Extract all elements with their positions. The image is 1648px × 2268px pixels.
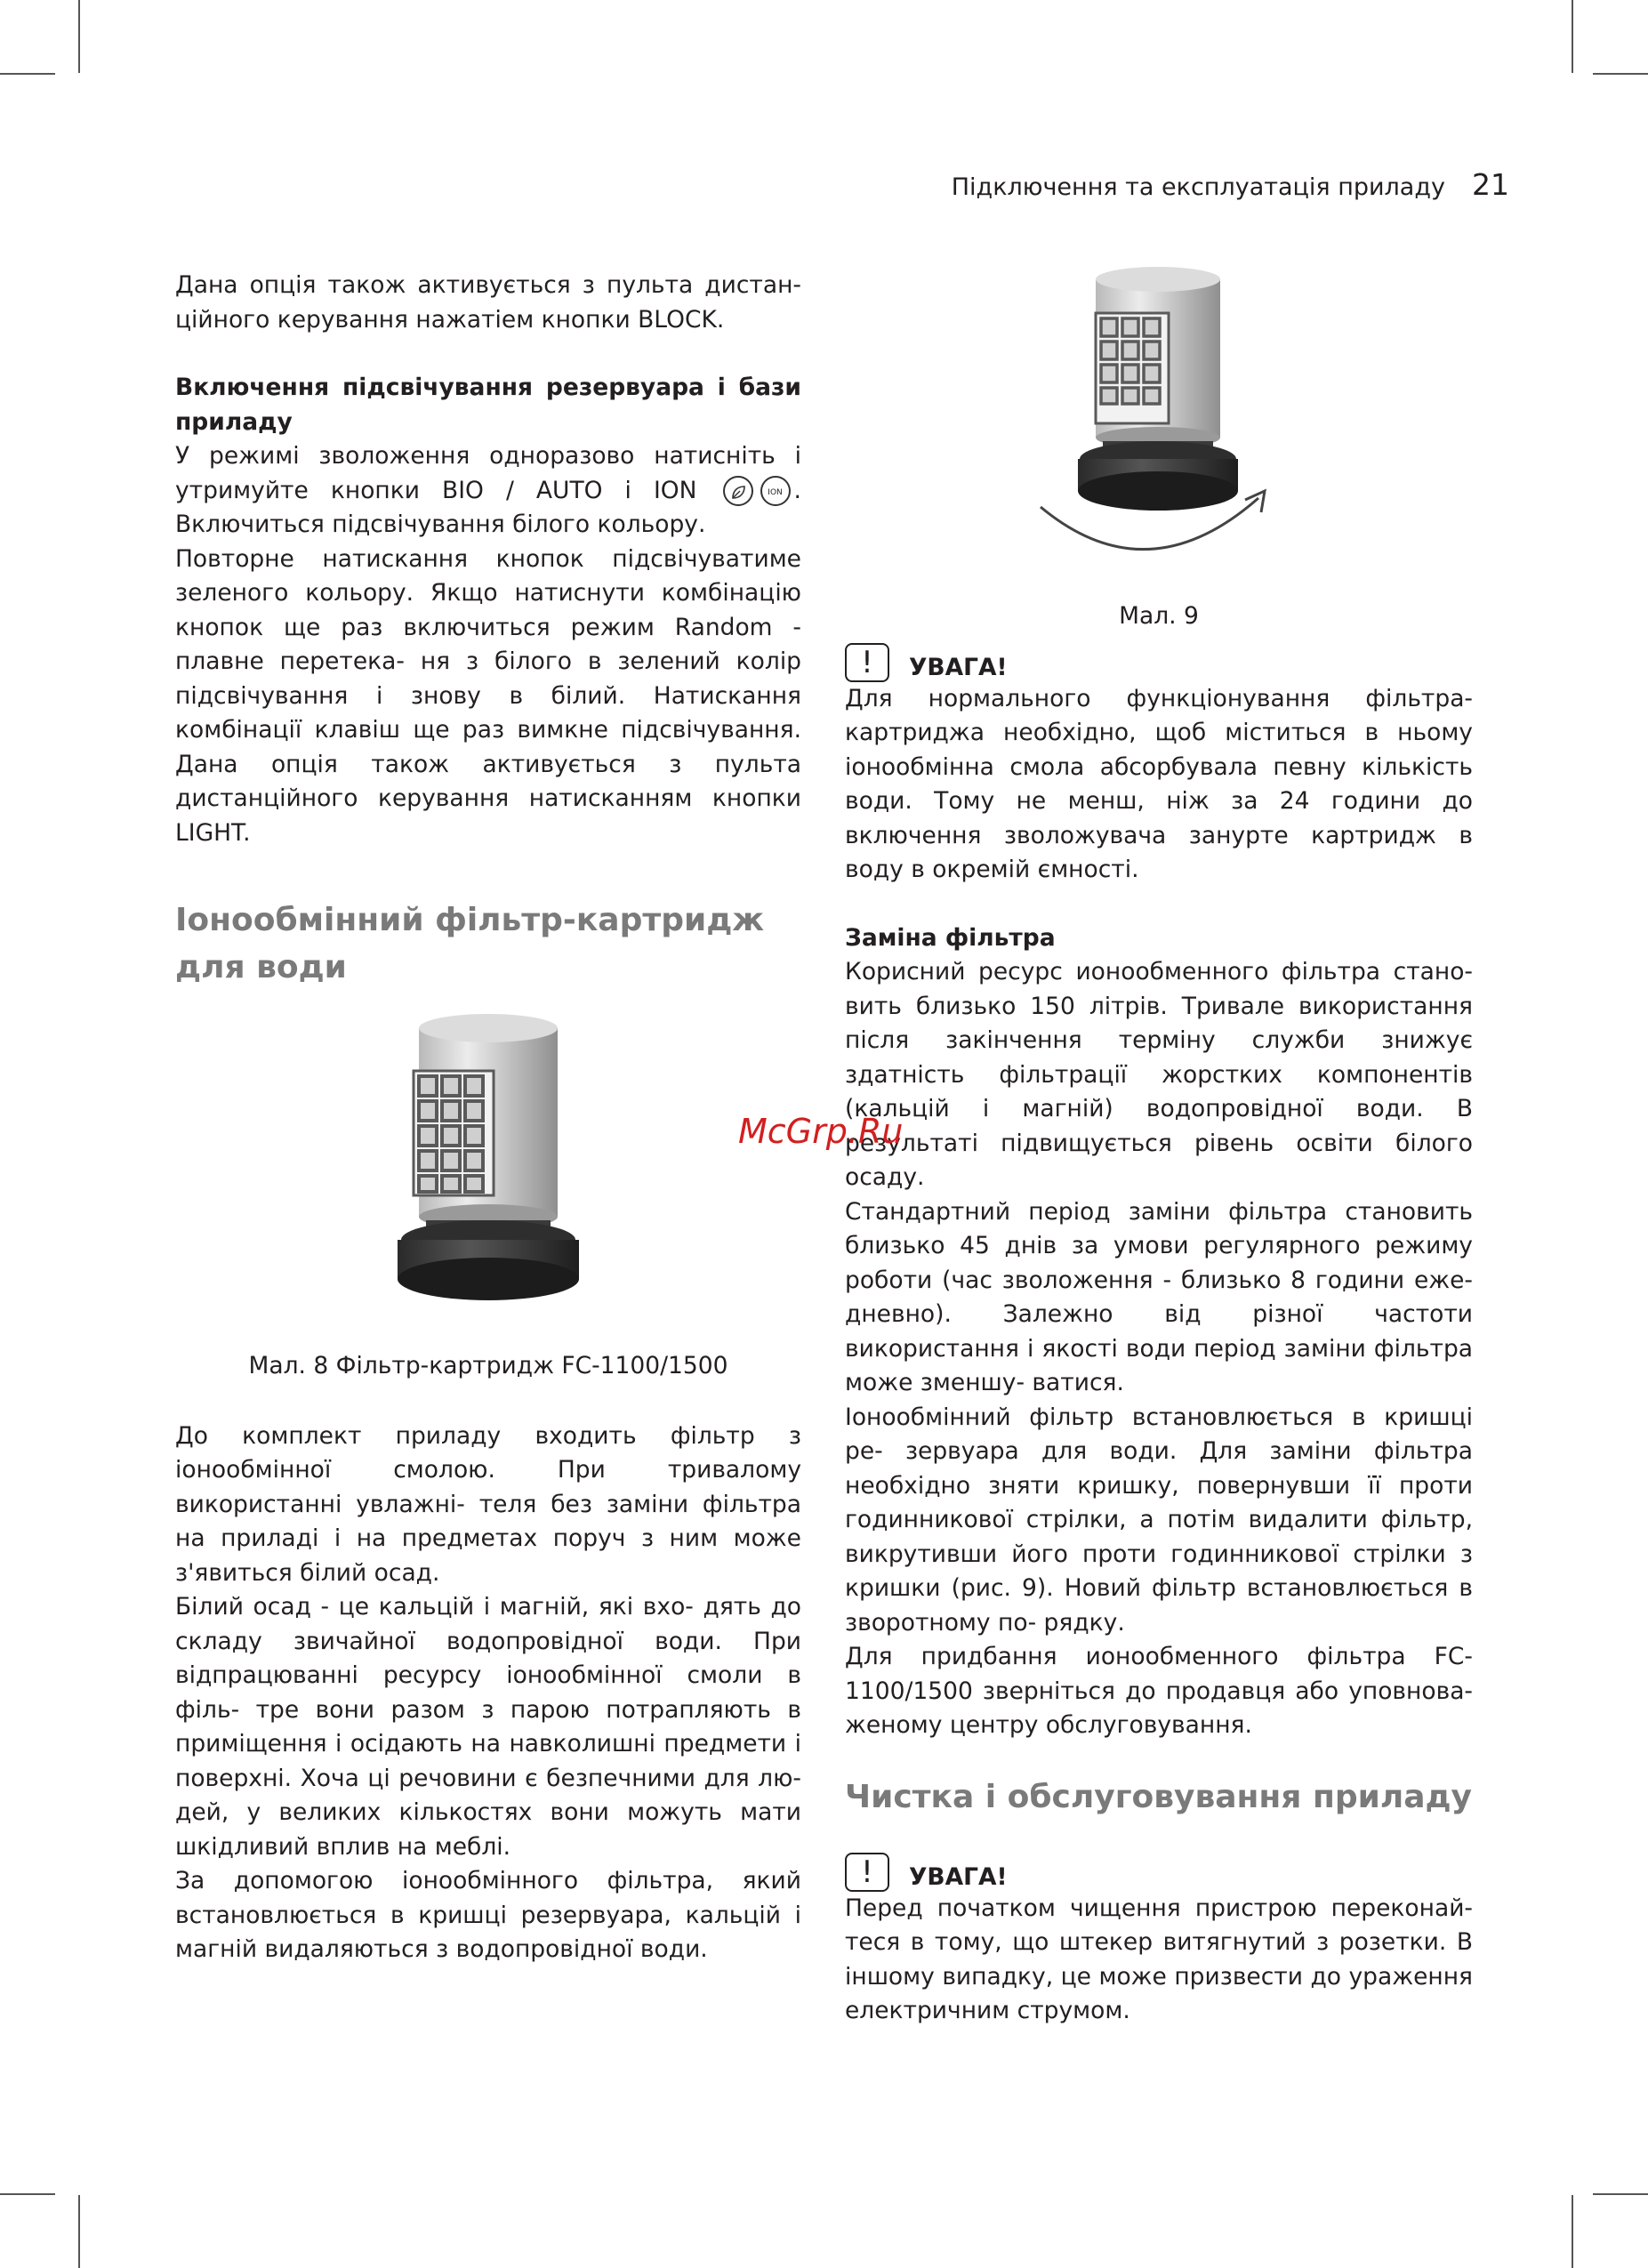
lighting-text-end: . Включиться підсвічування білого кольору. bbox=[175, 476, 801, 538]
paragraph-replace-2: Стандартний період заміни фільтра становить близько 45 днів за умови регулярного режиму роботи (час зволоження - близько 8 години еже- дневно). Залежно від різної частоти використання і якості води період заміни фільтра може зменшу- ватися. bbox=[845, 1197, 1473, 1396]
left-column-lower bbox=[175, 1349, 801, 1967]
header-title: Підключення та експлуатація приладу bbox=[951, 173, 1445, 201]
bio-auto-icon bbox=[723, 476, 753, 506]
warning-icon: ! bbox=[845, 1853, 889, 1892]
page-header bbox=[952, 167, 1509, 202]
filter-cartridge-image bbox=[387, 1014, 591, 1307]
paragraph-filter-3: За допомогою іонообмінного фільтра, який встановлюється в кришці резервуара, кальцій і магній видаляються з водопровідної води. bbox=[175, 1867, 801, 1963]
subheading-replace: Заміна фільтра bbox=[845, 923, 1056, 952]
ion-icon: ION bbox=[760, 476, 791, 506]
lighting-text: У режимі зволоження одноразово натисніть і утримуйте кнопки BIO / AUTO і ION bbox=[175, 442, 801, 504]
filter-rotation-image bbox=[1032, 267, 1298, 569]
section-title-line-1: Іонообмінний фільтр-картридж bbox=[175, 902, 765, 938]
crop-mark bbox=[1593, 73, 1648, 75]
crop-mark bbox=[1572, 2195, 1573, 2268]
crop-mark bbox=[78, 0, 80, 73]
warning-label: УВАГА! bbox=[909, 653, 1008, 681]
warning-header-1 bbox=[845, 643, 1473, 682]
figure-8-caption: Мал. 8 Фільтр-картридж FC-1100/1500 bbox=[248, 1352, 728, 1379]
warning-label: УВАГА! bbox=[909, 1862, 1008, 1891]
subheading-lighting: Включення підсвічування резервуара і бази приладу bbox=[175, 374, 801, 436]
section-title-cleaning: Чистка і обслуговування приладу bbox=[845, 1778, 1473, 1815]
paragraph-replace-1: Корисний ресурс ионообменного фільтра стано- вить близько 150 літрів. Тривале використання після закінчення терміну служби знижує здатність фільтрації жорстких компонентів (кальцій і магній) водопровідної води. В результаті підвищується рівень освіти білого осаду. bbox=[845, 958, 1473, 1191]
figure-9-caption: Мал. 9 bbox=[1119, 602, 1199, 630]
paragraph-filter-2: Білий осад - це кальцій і магній, які вхо- дять до складу звичайної водопровідної води. При відпрацюванні ресурсу іонообмінної смоли в філь- тре вони разом з парою потрапляють в приміщення і осідають на навколишні предмети і поверхні. Хоча ці речовини є безпечними для лю- дей, у великих кількостях вони можуть мати шкідливий вплив на меблі. bbox=[175, 1593, 801, 1861]
paragraph-warning-1: Для нормального функціонування фільтра- картриджа необхідно, щоб міститься в ньому іонообмінна смола абсорбувала певну кількість води. Тому не менш, ніж за 24 години до включення зволожувача занурте картридж в воду в окремій ємності. bbox=[845, 684, 1473, 883]
warning-header-2 bbox=[845, 1853, 1473, 1892]
page-number: 21 bbox=[1472, 167, 1509, 202]
warning-icon: ! bbox=[845, 643, 889, 682]
right-column bbox=[845, 599, 1473, 2029]
crop-mark bbox=[78, 2195, 80, 2268]
section-title-line-2: для води bbox=[175, 949, 347, 985]
paragraph-warning-2: Перед початком чищення пристрою переконай- теся в тому, що штекер витягнутий з розетки. В іншому випадку, це може призвести до ураження електричним струмом. bbox=[845, 1894, 1473, 2024]
paragraph-lighting-1 bbox=[175, 439, 801, 543]
paragraph-lighting-2: Повторне натискання кнопок підсвічуватиме зеленого кольору. Якщо натиснути комбінацію кнопок ще раз включиться режим Random - плавне перетека- ня з білого в зелений колір підсвічування і знову в білий. Натискання комбінації клавіш ще раз вимкне підсвічування. Дана опція також активується з пульта дистанційного керування натисканням кнопки LIGHT. bbox=[175, 544, 801, 847]
crop-mark bbox=[1572, 0, 1573, 73]
crop-mark bbox=[0, 73, 55, 75]
left-column bbox=[175, 269, 801, 991]
section-title-filter bbox=[175, 897, 801, 991]
paragraph-replace-3: Іонообмінний фільтр встановлюється в кришці ре- зервуара для води. Для заміни фільтра необхідно зняти кришку, повернувши її проти годинникової стрілки, а потім видалити фільтр, викрутивши його проти годинникової стрілки з кришки (рис. 9). Новий фільтр встановлюється в зворотному по- рядку. bbox=[845, 1403, 1473, 1637]
watermark: McGrp.Ru bbox=[738, 1112, 904, 1151]
paragraph-filter-1: До комплект приладу входить фільтр з іонообмінної смолою. При тривалому використанні увлажні- теля без заміни фільтра на приладі і на предметах поруч з ним може з'явиться білий осад. bbox=[175, 1421, 801, 1587]
paragraph-replace-4: Для придбання ионообменного фільтра FC- 1100/1500 зверніться до продавця або уповнова- женому центру обслуговування. bbox=[845, 1643, 1473, 1739]
paragraph-block: Дана опція також активується з пульта дистан- ційного керування нажатіем кнопки BLOCK. bbox=[175, 271, 801, 334]
crop-mark bbox=[1593, 2193, 1648, 2195]
crop-mark bbox=[0, 2193, 55, 2195]
